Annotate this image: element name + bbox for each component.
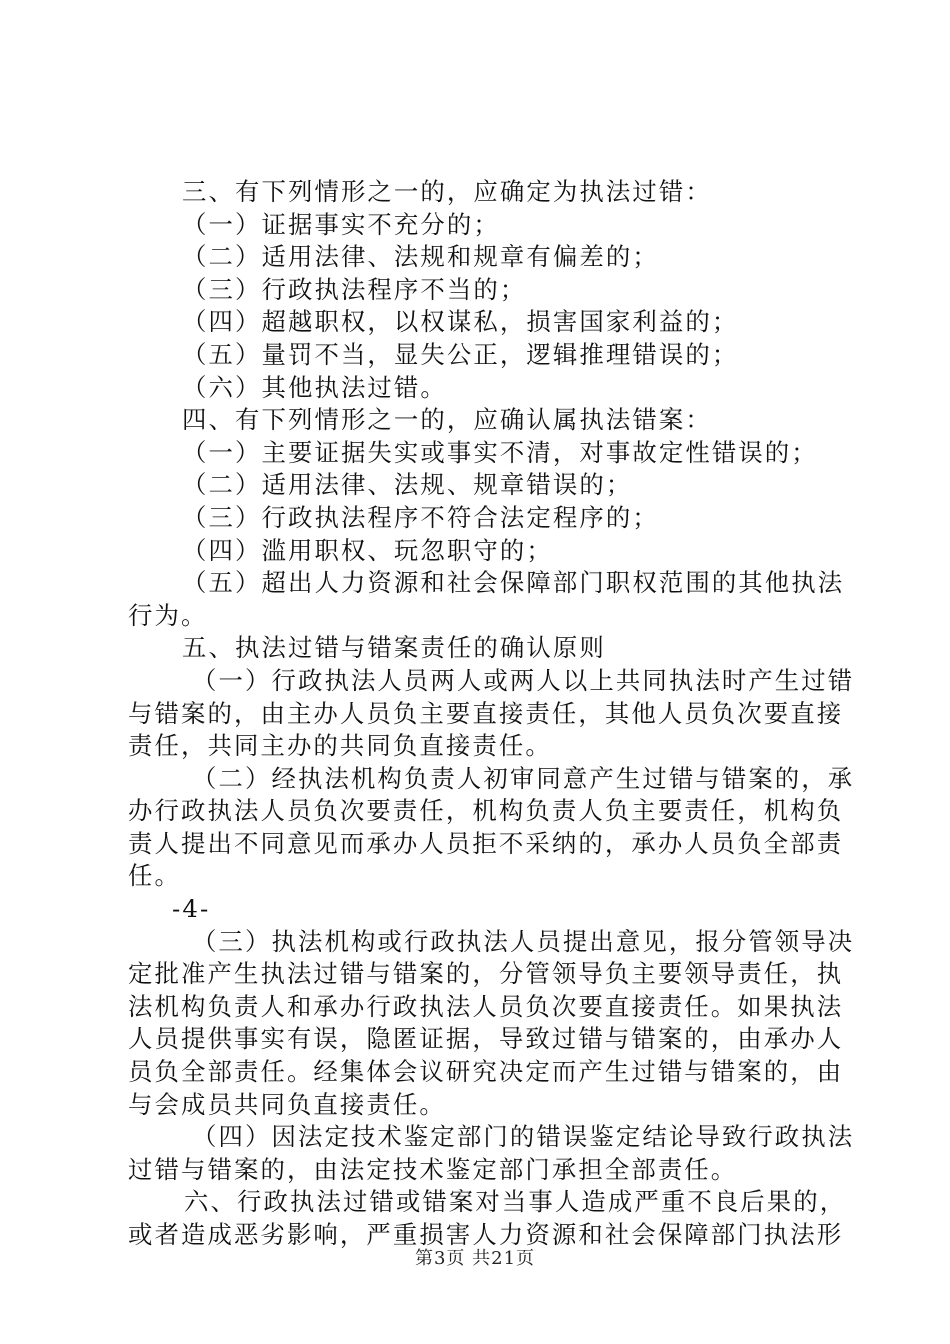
paragraph-line: 法机构负责人和承办行政执法人员负次要直接责任。如果执法 (128, 991, 844, 1021)
list-item: （二）适用法律、法规和规章有偏差的； (182, 242, 659, 272)
section-heading-4: 四、有下列情形之一的，应确认属执法错案： (182, 405, 712, 435)
paragraph-line: 责人提出不同意见而承办人员拒不采纳的，承办人员负全部责 (128, 828, 844, 858)
list-item: （三）行政执法程序不当的； (182, 274, 527, 304)
inline-page-number: -4- (172, 894, 211, 924)
list-item: （六）其他执法过错。 (182, 372, 447, 402)
page-footer: 第3页 共21页 (414, 1248, 536, 1269)
paragraph-line: （三）执法机构或行政执法人员提出意见，报分管领导决 (192, 926, 855, 956)
section-heading-3: 三、有下列情形之一的，应确定为执法过错： (182, 177, 712, 206)
list-item: （四）超越职权，以权谋私，损害国家利益的； (182, 307, 739, 337)
list-item: （五）量罚不当，显失公正，逻辑推理错误的； (182, 339, 739, 369)
paragraph-line: 任。 (128, 861, 181, 891)
list-item: （四）滥用职权、玩忽职守的； (182, 535, 553, 565)
list-item: （一）主要证据失实或事实不清，对事故定性错误的； (182, 437, 818, 467)
paragraph-line: 或者造成恶劣影响，严重损害人力资源和社会保障部门执法形 (128, 1220, 844, 1249)
paragraph-line: 行为。 (128, 600, 208, 630)
paragraph-line: 过错与错案的，由法定技术鉴定部门承担全部责任。 (128, 1154, 738, 1184)
list-item: （三）行政执法程序不符合法定程序的； (182, 502, 659, 532)
paragraph-line: 办行政执法人员负次要责任，机构负责人负主要责任，机构负 (128, 796, 844, 826)
document-body (128, 176, 855, 1252)
list-item: （一）证据事实不充分的； (182, 209, 500, 239)
paragraph-line: （二）经执法机构负责人初审同意产生过错与错案的，承 (192, 763, 855, 793)
list-item: （五）超出人力资源和社会保障部门职权范围的其他执法 (182, 568, 845, 598)
section-heading-5: 五、执法过错与错案责任的确认原则 (182, 633, 606, 663)
paragraph-line: 责任，共同主办的共同负直接责任。 (128, 731, 552, 761)
paragraph-line: 人员提供事实有误，隐匿证据，导致过错与错案的，由承办人 (128, 1024, 844, 1054)
paragraph-line: 定批准产生执法过错与错案的，分管领导负主要领导责任，执 (128, 959, 844, 989)
list-item: （二）适用法律、法规、规章错误的； (182, 470, 633, 500)
paragraph-line: 与会成员共同负直接责任。 (128, 1089, 446, 1119)
paragraph-line: 与错案的，由主办人员负主要直接责任，其他人员负次要直接 (128, 698, 844, 728)
section-heading-6: 六、行政执法过错或错案对当事人造成严重不良后果的， (184, 1187, 847, 1217)
paragraph-line: 员负全部责任。经集体会议研究决定而产生过错与错案的，由 (128, 1057, 844, 1087)
paragraph-line: （一）行政执法人员两人或两人以上共同执法时产生过错 (192, 665, 855, 695)
paragraph-line: （四）因法定技术鉴定部门的错误鉴定结论导致行政执法 (192, 1122, 855, 1152)
